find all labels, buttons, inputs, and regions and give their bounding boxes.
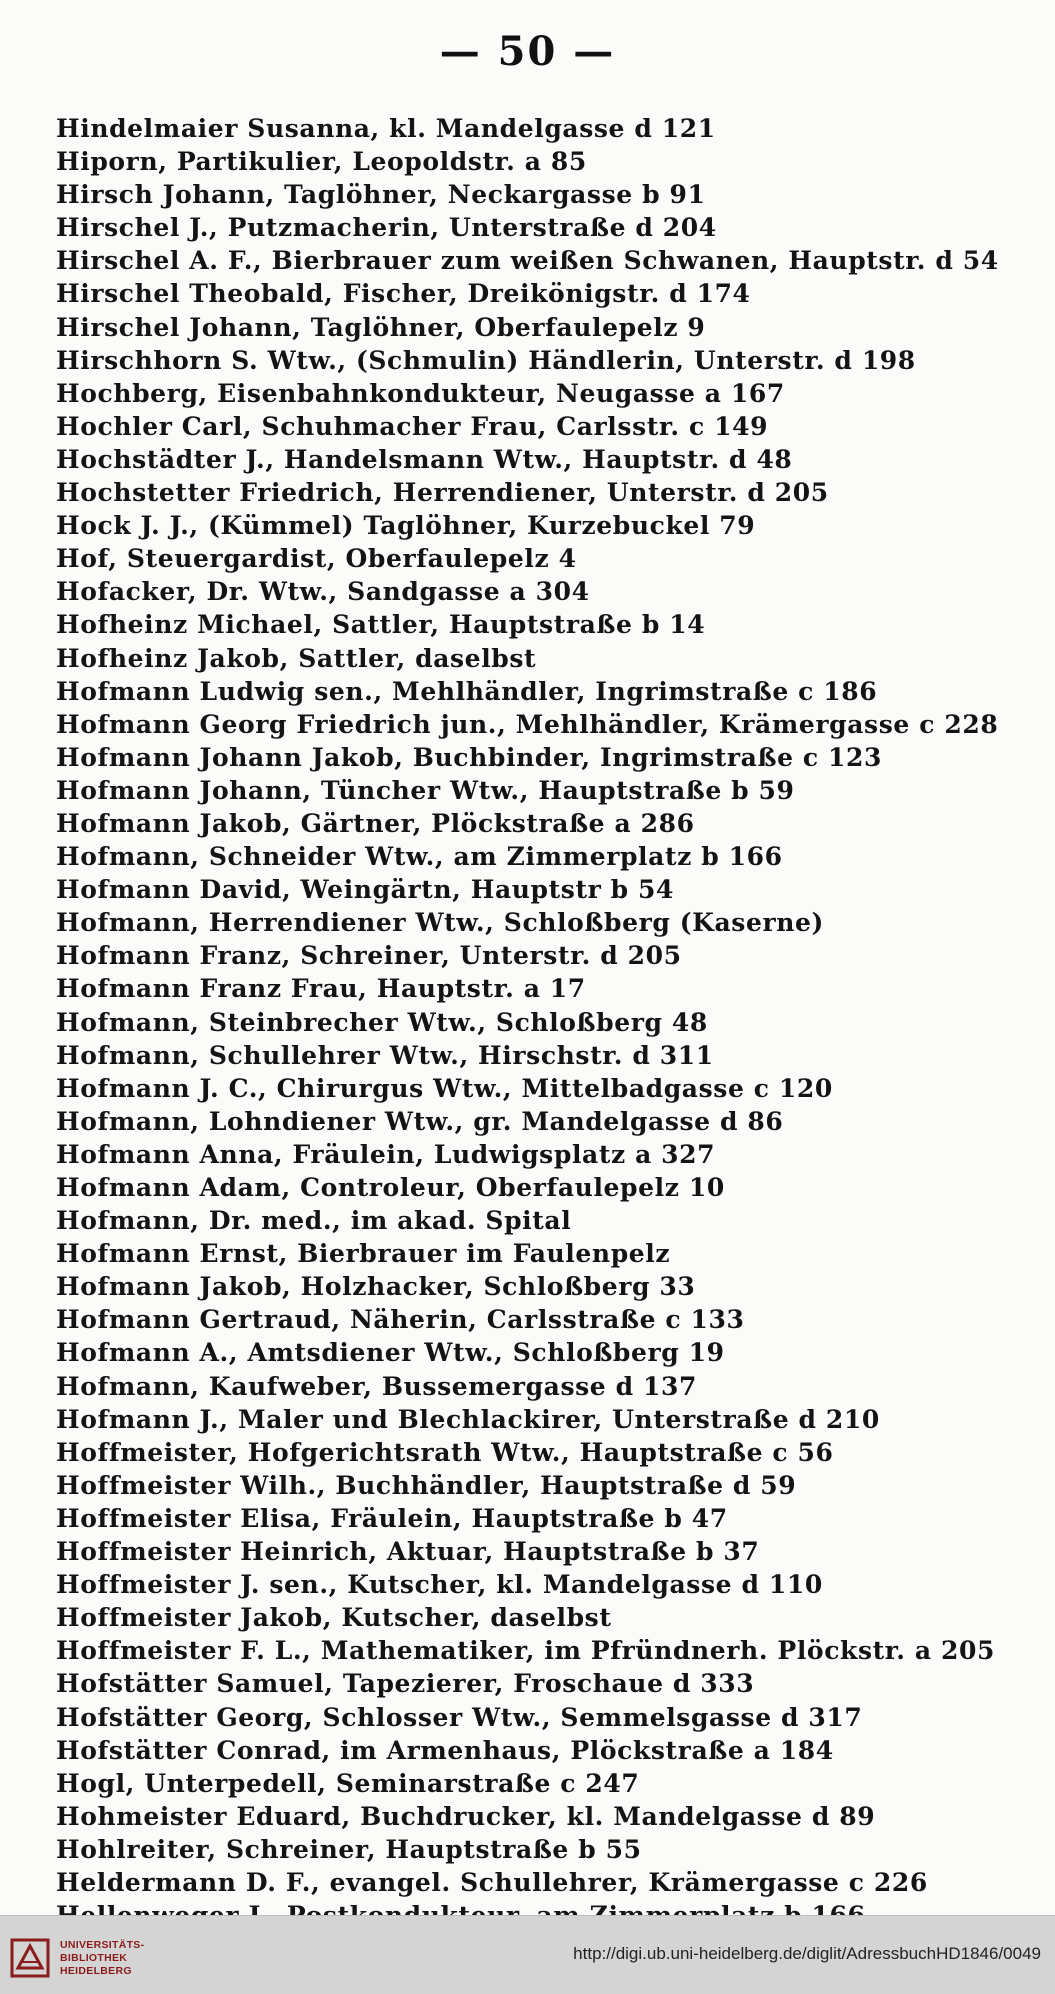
library-seal-icon bbox=[10, 1938, 50, 1978]
directory-entry-list bbox=[56, 112, 1036, 1932]
directory-entry: Hofmann, Dr. med., im akad. Spital bbox=[56, 1206, 572, 1236]
page-number: — 50 — bbox=[439, 28, 616, 75]
directory-entry: Hoffmeister, Hofgerichtsrath Wtw., Hauptstraße c 56 bbox=[56, 1437, 834, 1467]
directory-entry: Hoffmeister Elisa, Fräulein, Hauptstraße b 47 bbox=[56, 1503, 728, 1533]
directory-entry: Hirsch Johann, Taglöhner, Neckargasse b 91 bbox=[56, 180, 706, 210]
directory-entry: Hofmann, Steinbrecher Wtw., Schloßberg 48 bbox=[56, 1007, 708, 1037]
directory-entry: Hofheinz Jakob, Sattler, daselbst bbox=[56, 643, 537, 673]
library-name-line-1: UNIVERSITÄTS- bbox=[60, 1938, 145, 1951]
directory-entry: Hirschhorn S. Wtw., (Schmulin) Händlerin, Unterstr. d 198 bbox=[56, 345, 916, 375]
directory-entry: Heldermann D. F., evangel. Schullehrer, Krämergasse c 226 bbox=[56, 1867, 928, 1897]
directory-entry: Hindelmaier Susanna, kl. Mandelgasse d 121 bbox=[56, 114, 716, 143]
directory-entry: Hof, Steuergardist, Oberfaulepelz 4 bbox=[56, 544, 577, 574]
directory-entry: Hofmann, Schneider Wtw., am Zimmerplatz b 166 bbox=[56, 842, 783, 872]
directory-entry: Hofmann A., Amtsdiener Wtw., Schloßberg 19 bbox=[56, 1338, 725, 1368]
directory-entry: Hogl, Unterpedell, Seminarstraße c 247 bbox=[56, 1768, 640, 1798]
directory-entry: Hochstetter Friedrich, Herrendiener, Unterstr. d 205 bbox=[56, 478, 829, 508]
directory-entry: Hofmann Johann, Tüncher Wtw., Hauptstraße b 59 bbox=[56, 775, 795, 805]
directory-entry: Hofmann Ernst, Bierbrauer im Faulenpelz bbox=[56, 1239, 671, 1269]
directory-entry: Hofmann Jakob, Gärtner, Plöckstraße a 286 bbox=[56, 808, 695, 838]
library-name bbox=[60, 1939, 144, 1978]
directory-entry: Hirschel Theobald, Fischer, Dreikönigstr. d 174 bbox=[56, 279, 751, 309]
directory-entry: Hofmann Johann Jakob, Buchbinder, Ingrimstraße c 123 bbox=[56, 742, 882, 772]
directory-entry: Hohmeister Eduard, Buchdrucker, kl. Mandelgasse d 89 bbox=[56, 1801, 876, 1831]
directory-entry: Hofmann, Kaufweber, Bussemergasse d 137 bbox=[56, 1371, 697, 1401]
directory-entry: Hoffmeister Heinrich, Aktuar, Hauptstraße b 37 bbox=[56, 1537, 760, 1567]
directory-entry: Hofmann Jakob, Holzhacker, Schloßberg 33 bbox=[56, 1272, 696, 1302]
directory-entry: Hirschel A. F., Bierbrauer zum weißen Schwanen, Hauptstr. d 54 bbox=[56, 246, 999, 276]
directory-entry: Hoffmeister J. sen., Kutscher, kl. Mandelgasse d 110 bbox=[56, 1570, 823, 1600]
directory-entry: Hirschel Johann, Taglöhner, Oberfaulepelz 9 bbox=[56, 312, 706, 342]
library-logo[interactable] bbox=[10, 1934, 220, 1982]
directory-entry: Hofmann, Herrendiener Wtw., Schloßberg (Kaserne) bbox=[56, 908, 824, 938]
directory-entry: Hofmann J., Maler und Blechlackirer, Unterstraße d 210 bbox=[56, 1404, 880, 1434]
directory-entry: Hofmann Gertraud, Näherin, Carlsstraße c 133 bbox=[56, 1305, 745, 1335]
directory-entry: Hiporn, Partikulier, Leopoldstr. a 85 bbox=[56, 147, 587, 177]
library-name-line-3: HEIDELBERG bbox=[60, 1964, 132, 1977]
directory-entry: Hoffmeister F. L., Mathematiker, im Pfründnerh. Plöckstr. a 205 bbox=[56, 1636, 995, 1666]
source-url-link[interactable]: http://digi.ub.uni-heidelberg.de/diglit/AdressbuchHD1846/0049 bbox=[573, 1944, 1041, 1963]
directory-entry: Hochberg, Eisenbahnkondukteur, Neugasse a 167 bbox=[56, 378, 785, 408]
directory-entry: Hofheinz Michael, Sattler, Hauptstraße b 14 bbox=[56, 610, 706, 640]
directory-entry: Hofstätter Samuel, Tapezierer, Froschaue d 333 bbox=[56, 1669, 755, 1699]
directory-entry: Hochler Carl, Schuhmacher Frau, Carlsstr. c 149 bbox=[56, 411, 769, 441]
directory-entry: Hofmann David, Weingärtn, Hauptstr b 54 bbox=[56, 875, 675, 905]
directory-entry: Hofmann, Schullehrer Wtw., Hirschstr. d 311 bbox=[56, 1040, 714, 1070]
directory-entry: Hofmann Franz Frau, Hauptstr. a 17 bbox=[56, 974, 586, 1004]
directory-entry: Hofstätter Conrad, im Armenhaus, Plöckstraße a 184 bbox=[56, 1735, 834, 1765]
directory-entry: Hofmann J. C., Chirurgus Wtw., Mittelbadgasse c 120 bbox=[56, 1073, 833, 1103]
directory-entry: Hirschel J., Putzmacherin, Unterstraße d 204 bbox=[56, 213, 717, 243]
directory-entry: Hofmann Franz, Schreiner, Unterstr. d 205 bbox=[56, 941, 682, 971]
directory-entry: Hofmann, Lohndiener Wtw., gr. Mandelgasse d 86 bbox=[56, 1106, 784, 1136]
directory-entry: Hofmann Anna, Fräulein, Ludwigsplatz a 327 bbox=[56, 1139, 716, 1169]
directory-entry: Hock J. J., (Kümmel) Taglöhner, Kurzebuckel 79 bbox=[56, 511, 756, 541]
directory-entry: Hochstädter J., Handelsmann Wtw., Hauptstr. d 48 bbox=[56, 444, 793, 474]
library-name-line-2: BIBLIOTHEK bbox=[60, 1951, 128, 1964]
directory-entry: Hofstätter Georg, Schlosser Wtw., Semmelsgasse d 317 bbox=[56, 1702, 863, 1732]
directory-entry: Hoffmeister Wilh., Buchhändler, Hauptstraße d 59 bbox=[56, 1470, 797, 1500]
directory-entry: Hofmann Georg Friedrich jun., Mehlhändler, Krämergasse c 228 bbox=[56, 709, 999, 739]
directory-entry: Hoffmeister Jakob, Kutscher, daselbst bbox=[56, 1603, 612, 1633]
library-footer-bar bbox=[0, 1915, 1055, 1994]
directory-entry: Hofacker, Dr. Wtw., Sandgasse a 304 bbox=[56, 577, 590, 607]
directory-entry: Hofmann Ludwig sen., Mehlhändler, Ingrimstraße c 186 bbox=[56, 676, 878, 706]
directory-entry: Hohlreiter, Schreiner, Hauptstraße b 55 bbox=[56, 1834, 642, 1864]
directory-entry: Hofmann Adam, Controleur, Oberfaulepelz 10 bbox=[56, 1173, 725, 1202]
